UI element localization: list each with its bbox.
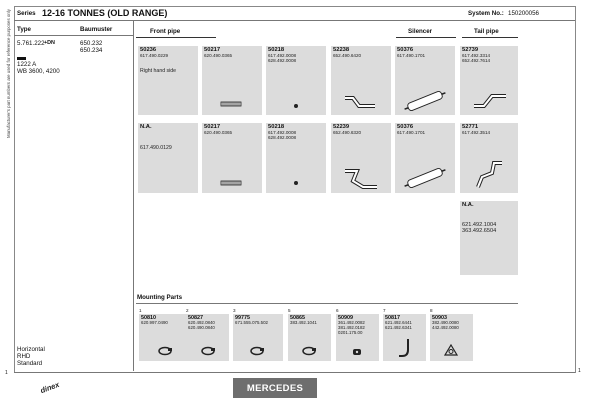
part-refs: 617.492.0008 628.492.0008 (268, 53, 297, 63)
brand-name: MERCEDES (246, 382, 304, 394)
part-code: 50827 (188, 315, 203, 321)
part-box-52771[interactable] (460, 123, 518, 193)
tail-pipe-heading: Tail pipe (474, 28, 499, 35)
page-marker-right: 1 (578, 368, 581, 374)
orientation: Horizontal (17, 346, 45, 353)
series-label: Series (17, 10, 36, 17)
part-refs: 617.490.0229 (140, 53, 169, 58)
dinex-logo: dinex (39, 379, 61, 396)
flange-icon (444, 344, 458, 356)
tail-pipe-icon (474, 159, 504, 189)
part-box-50236[interactable] (138, 46, 198, 115)
page-marker-left: 1 (5, 370, 8, 376)
sidebar-header-divider (14, 35, 133, 36)
system-number: 150200056 (508, 10, 539, 17)
footer-divider (14, 372, 575, 373)
part-code: N.A. (462, 202, 474, 208)
installation-details (17, 346, 45, 367)
part-code: 50376 (397, 47, 414, 53)
sidebar-divider (133, 20, 134, 371)
mounting-number: 2 (186, 308, 189, 313)
hose-clamp-icon (200, 346, 216, 356)
silencer-icon (401, 90, 449, 112)
flex-pipe-icon (220, 179, 242, 187)
part-code: 50217 (204, 47, 221, 53)
part-refs: 617.492.3514 (462, 130, 491, 135)
part-box-50217[interactable] (202, 123, 262, 193)
type-label: Type (17, 26, 31, 33)
mounting-parts-heading: Mounting Parts (137, 294, 183, 301)
brand-band (233, 378, 317, 398)
clamp-icon (292, 179, 300, 187)
part-refs: 621.492.6441 621.492.6341 (385, 320, 412, 330)
part-refs: 652.490.6320 (333, 130, 362, 135)
part-refs: 620.492.0840 620.490.0840 (188, 320, 215, 330)
drive-side: RHD (17, 353, 31, 360)
mounting-box-50909[interactable] (336, 314, 379, 361)
part-code: 50817 (385, 315, 400, 321)
wheelbase: WB 3600, 4200 (17, 68, 60, 75)
mounting-number: 8 (430, 308, 433, 313)
model-name: 1222 A (17, 61, 37, 68)
mounting-number: 5 (288, 308, 291, 313)
part-code: 52771 (462, 124, 479, 130)
front-pipe-rule (136, 37, 216, 38)
bent-pipe-icon (343, 94, 377, 112)
part-box-52739[interactable] (460, 46, 518, 115)
disclaimer-text: Manufacturer's part numbers are used for reference purposes only (6, 9, 11, 138)
part-refs: 620.997.0490 (141, 320, 168, 325)
part-refs: 620.490.0365 (204, 130, 233, 135)
mounting-divider (136, 303, 518, 304)
part-refs: 382.490.0080 442.492.0080 (432, 320, 459, 330)
part-refs: 617.492.3314 652.492.7614 (462, 53, 491, 63)
part-code: 50218 (268, 47, 285, 53)
part-refs: 617.490.1701 (397, 130, 426, 135)
part-refs: 620.490.0365 (204, 53, 233, 58)
mounting-box-50827[interactable] (186, 314, 229, 361)
clamp-icon (292, 102, 300, 110)
part-note: 617.490.0129 (140, 145, 172, 151)
part-code: 52238 (333, 47, 350, 53)
rubber-mount-icon (352, 348, 362, 356)
part-refs: 621.492.1004 363.492.6504 (462, 222, 497, 235)
part-code: 50376 (397, 124, 414, 130)
baumuster-label: Baumuster (80, 26, 113, 33)
part-code: 50236 (140, 47, 157, 53)
part-box-52239[interactable] (331, 123, 391, 193)
part-box-50217[interactable] (202, 46, 262, 115)
silencer-icon (401, 167, 449, 189)
part-code: N.A. (140, 124, 152, 130)
part-code: 50865 (290, 315, 305, 321)
variant: Standard (17, 360, 43, 367)
tail-pipe-rule (462, 37, 518, 38)
part-box-na[interactable] (138, 123, 198, 193)
part-code: 52239 (333, 124, 350, 130)
hose-clamp-icon (301, 346, 317, 356)
mounting-number: 6 (336, 308, 339, 313)
mounting-box-50865[interactable] (288, 314, 331, 361)
part-note: Right hand side (140, 68, 177, 74)
s-bend-pipe-icon (343, 167, 379, 191)
part-code: 52739 (462, 47, 479, 53)
part-box-50376[interactable] (395, 123, 455, 193)
mounting-number: 7 (383, 308, 386, 313)
part-code: 99775 (235, 315, 250, 321)
part-code: 50217 (204, 124, 221, 130)
engine-code: 5.761.222 (17, 40, 45, 47)
engine-suffix: +DN (44, 40, 55, 46)
hose-clamp-icon (249, 346, 265, 356)
part-refs: 652.490.6420 (333, 53, 362, 58)
system-number-label: System No.: (468, 10, 504, 17)
hose-clamp-icon (157, 346, 173, 356)
part-box-50218[interactable] (266, 123, 326, 193)
mounting-box-50810[interactable] (139, 314, 191, 361)
part-refs: 361.492.0082 381.492.0182 0201.175.00 (338, 320, 365, 335)
silencer-heading: Silencer (408, 28, 433, 35)
part-box-52238[interactable] (331, 46, 391, 115)
tail-pipe-icon (472, 92, 508, 110)
part-refs: 671.555.075.502 (235, 320, 268, 325)
part-refs: 383.492.1041 (290, 320, 317, 325)
part-box-50376[interactable] (395, 46, 455, 115)
mounting-number: 1 (139, 308, 142, 313)
mounting-box-99775[interactable] (233, 314, 283, 361)
series-title: 12-16 TONNES (OLD RANGE) (42, 8, 168, 18)
flex-pipe-icon (220, 100, 242, 108)
front-pipe-heading: Front pipe (150, 28, 181, 35)
baumuster-values: 650.232 650.234 (80, 40, 103, 54)
mounting-number: 3 (233, 308, 236, 313)
part-code: 50903 (432, 315, 447, 321)
bracket-icon (398, 338, 412, 358)
truck-icon (17, 57, 26, 60)
part-code: 50909 (338, 315, 353, 321)
silencer-rule (396, 37, 456, 38)
mounting-box-50817[interactable] (383, 314, 426, 361)
part-box-50218[interactable] (266, 46, 326, 115)
mounting-box-50903[interactable] (430, 314, 473, 361)
part-code: 50218 (268, 124, 285, 130)
part-refs: 617.490.1701 (397, 53, 426, 58)
part-box-na-tail[interactable] (460, 201, 518, 275)
part-refs: 617.492.0008 628.492.0008 (268, 130, 297, 140)
part-code: 50810 (141, 315, 156, 321)
header-divider (14, 20, 575, 21)
